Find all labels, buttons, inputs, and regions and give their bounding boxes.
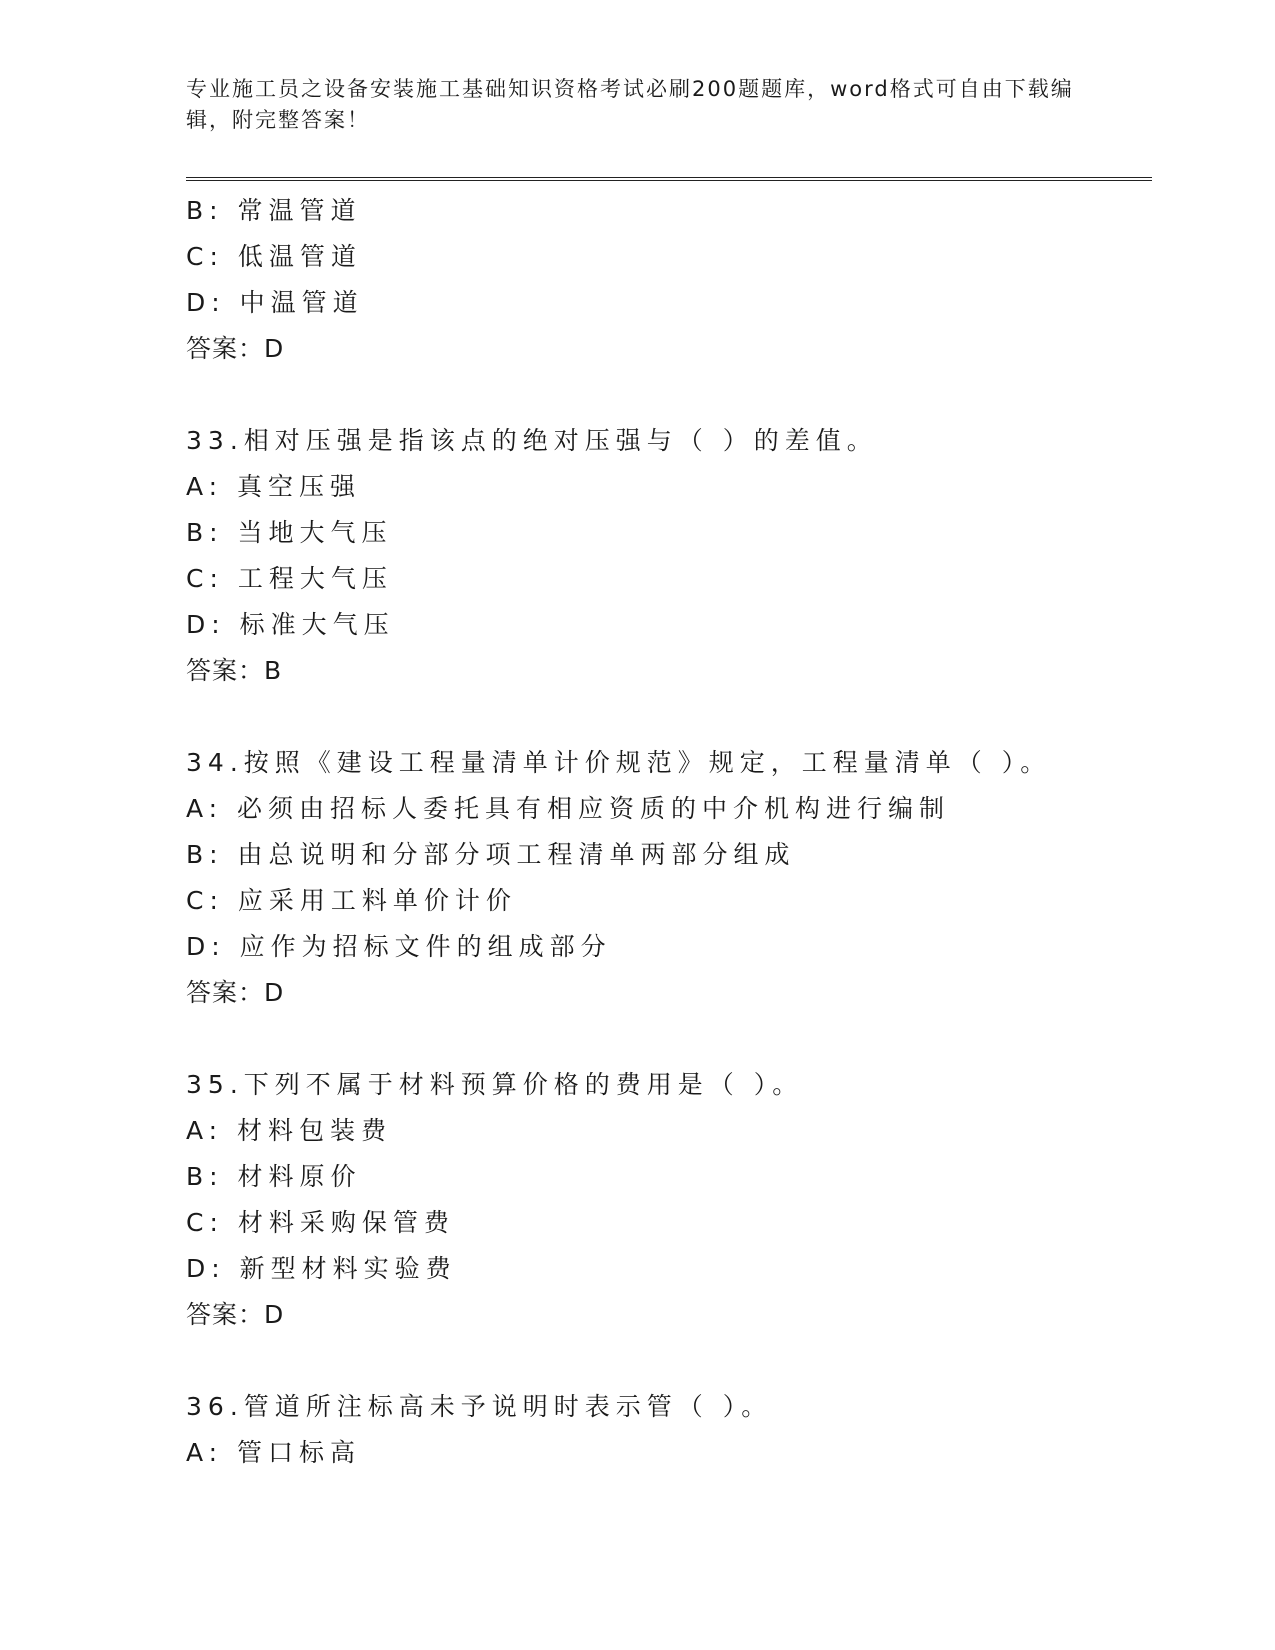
question-stem: 35.下列不属于材料预算价格的费用是（ ）。 (186, 1070, 804, 1099)
question-35 (186, 1062, 1146, 1338)
option-a: A: 真空压强 (186, 472, 362, 501)
question-carryover (186, 188, 1146, 372)
option-b: B: 由总说明和分部分项工程清单两部分组成 (186, 840, 796, 869)
option-a: A: 管口标高 (186, 1438, 362, 1467)
option-d: D: 标准大气压 (186, 610, 395, 639)
header-divider (186, 177, 1152, 181)
option-c: C: 材料采购保管费 (186, 1208, 455, 1237)
page-header (186, 74, 1086, 136)
option-b: B: 常温管道 (186, 196, 362, 225)
option-d: D: 中温管道 (186, 288, 364, 317)
option-c: C: 工程大气压 (186, 564, 393, 593)
question-stem: 34.按照《建设工程量清单计价规范》规定，工程量清单（ ）。 (186, 748, 1052, 777)
answer-line: 答案：B (186, 656, 283, 685)
question-stem: 33.相对压强是指该点的绝对压强与（ ）的差值。 (186, 426, 878, 455)
question-stem: 36.管道所注标高未予说明时表示管（ ）。 (186, 1392, 773, 1421)
option-b: B: 当地大气压 (186, 518, 393, 547)
option-b: B: 材料原价 (186, 1162, 362, 1191)
question-33 (186, 418, 1146, 694)
option-a: A: 材料包装费 (186, 1116, 393, 1145)
question-36 (186, 1384, 1146, 1476)
document-title: 专业施工员之设备安装施工基础知识资格考试必刷200题题库，word格式可自由下载编辑，附完整答案！ (186, 77, 1074, 132)
option-d: D: 新型材料实验费 (186, 1254, 457, 1283)
option-d: D: 应作为招标文件的组成部分 (186, 932, 612, 961)
option-a: A: 必须由招标人委托具有相应资质的中介机构进行编制 (186, 794, 951, 823)
answer-line: 答案：D (186, 978, 285, 1007)
answer-line: 答案：D (186, 1300, 285, 1329)
option-c: C: 低温管道 (186, 242, 362, 271)
option-c: C: 应采用工料单价计价 (186, 886, 517, 915)
question-34 (186, 740, 1146, 1016)
answer-line: 答案：D (186, 334, 285, 363)
question-list (186, 188, 1146, 1476)
